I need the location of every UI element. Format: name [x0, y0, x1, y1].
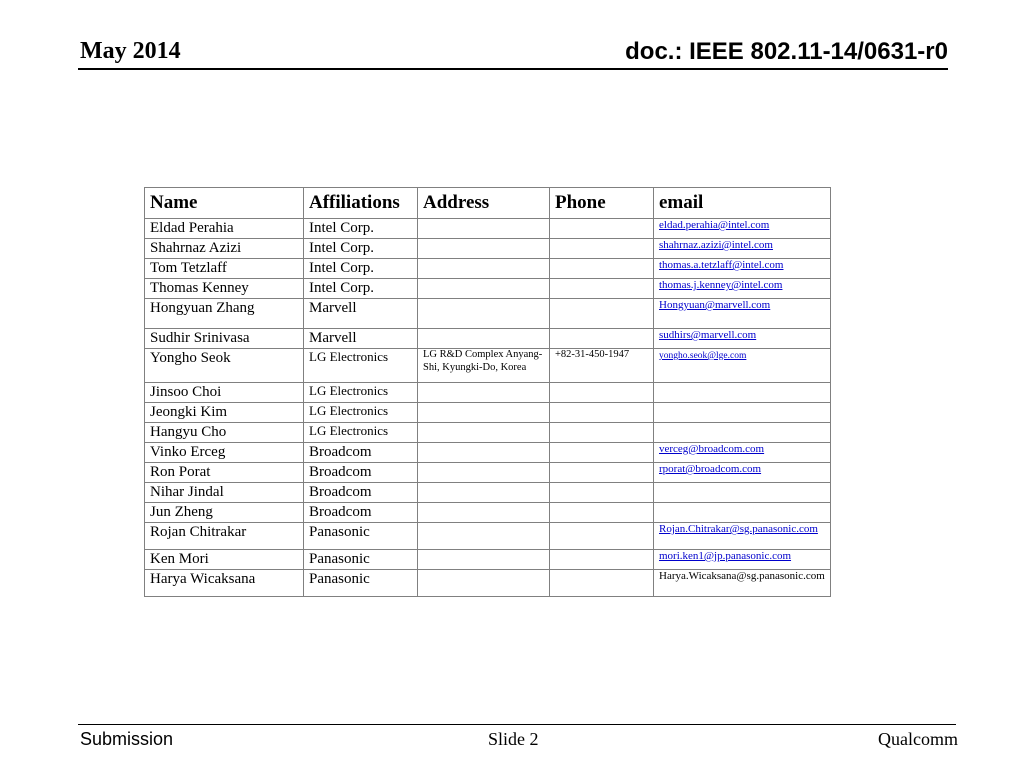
cell-affiliation: Broadcom — [304, 463, 418, 483]
cell-address — [418, 463, 550, 483]
cell-address — [418, 523, 550, 550]
cell-address — [418, 483, 550, 503]
cell-phone — [550, 259, 654, 279]
email-link[interactable]: yongho.seok@lge.com — [659, 351, 747, 361]
table-row — [145, 423, 831, 443]
cell-affiliation: Intel Corp. — [304, 259, 418, 279]
cell-affiliation: Intel Corp. — [304, 239, 418, 259]
cell-affiliation: LG Electronics — [304, 423, 418, 443]
table-row — [145, 239, 831, 259]
table-row — [145, 463, 831, 483]
cell-name: Nihar Jindal — [145, 483, 304, 503]
footer-slide-number: Slide 2 — [488, 729, 539, 749]
cell-address — [418, 329, 550, 349]
cell-email — [654, 483, 831, 503]
cell-affiliation: Marvell — [304, 299, 418, 329]
cell-phone: +82-31-450-1947 — [550, 349, 654, 383]
email-link[interactable]: thomas.a.tetzlaff@intel.com — [659, 259, 784, 271]
cell-name: Ken Mori — [145, 550, 304, 570]
cell-email — [654, 329, 831, 349]
cell-affiliation: LG Electronics — [304, 403, 418, 423]
cell-affiliation: Broadcom — [304, 443, 418, 463]
cell-email — [654, 443, 831, 463]
cell-address — [418, 239, 550, 259]
cell-affiliation: Intel Corp. — [304, 279, 418, 299]
cell-phone — [550, 463, 654, 483]
cell-name: Shahrnaz Azizi — [145, 239, 304, 259]
header-divider — [78, 68, 948, 70]
cell-email — [654, 349, 831, 383]
table-row — [145, 550, 831, 570]
cell-name: Yongho Seok — [145, 349, 304, 383]
cell-phone — [550, 443, 654, 463]
cell-email — [654, 279, 831, 299]
cell-phone — [550, 279, 654, 299]
cell-phone — [550, 550, 654, 570]
cell-name: Ron Porat — [145, 463, 304, 483]
column-header-affiliations: Affiliations — [304, 188, 418, 219]
table-row — [145, 259, 831, 279]
cell-name: Jinsoo Choi — [145, 383, 304, 403]
cell-affiliation: Broadcom — [304, 483, 418, 503]
cell-email — [654, 299, 831, 329]
email-link[interactable]: verceg@broadcom.com — [659, 443, 765, 455]
column-header-email: email — [654, 188, 831, 219]
cell-phone — [550, 423, 654, 443]
cell-address — [418, 383, 550, 403]
cell-email — [654, 219, 831, 239]
email-text: Harya.Wicaksana@sg.panasonic.com — [659, 570, 825, 582]
footer-divider — [78, 724, 956, 725]
cell-name: Jun Zheng — [145, 503, 304, 523]
cell-address — [418, 259, 550, 279]
table-row — [145, 349, 831, 383]
table-row — [145, 329, 831, 349]
table-row — [145, 403, 831, 423]
cell-address — [418, 423, 550, 443]
cell-email — [654, 550, 831, 570]
table-row — [145, 523, 831, 550]
column-header-phone: Phone — [550, 188, 654, 219]
cell-address — [418, 570, 550, 597]
cell-name: Jeongki Kim — [145, 403, 304, 423]
table-row — [145, 279, 831, 299]
cell-email — [654, 523, 831, 550]
cell-affiliation: LG Electronics — [304, 383, 418, 403]
cell-email — [654, 403, 831, 423]
cell-email — [654, 463, 831, 483]
cell-phone — [550, 523, 654, 550]
cell-name: Eldad Perahia — [145, 219, 304, 239]
cell-phone — [550, 503, 654, 523]
email-link[interactable]: mori.ken1@jp.panasonic.com — [659, 550, 792, 562]
header-date: May 2014 — [80, 38, 181, 64]
email-link[interactable]: eldad.perahia@intel.com — [659, 219, 770, 231]
email-link[interactable]: rporat@broadcom.com — [659, 463, 762, 475]
header-doc-id: doc.: IEEE 802.11-14/0631-r0 — [625, 38, 948, 65]
cell-phone — [550, 403, 654, 423]
cell-affiliation: Broadcom — [304, 503, 418, 523]
table-row — [145, 570, 831, 597]
authors-table — [144, 187, 831, 597]
cell-address: LG R&D Complex Anyang-Shi, Kyungki-Do, Korea — [418, 349, 550, 383]
cell-phone — [550, 299, 654, 329]
cell-address — [418, 219, 550, 239]
cell-name: Tom Tetzlaff — [145, 259, 304, 279]
footer-organization: Qualcomm — [878, 729, 958, 749]
cell-phone — [550, 383, 654, 403]
cell-address — [418, 279, 550, 299]
cell-name: Vinko Erceg — [145, 443, 304, 463]
table-row — [145, 299, 831, 329]
column-header-name: Name — [145, 188, 304, 219]
column-header-address: Address — [418, 188, 550, 219]
email-link[interactable]: shahrnaz.azizi@intel.com — [659, 239, 773, 251]
cell-address — [418, 299, 550, 329]
cell-email — [654, 570, 831, 597]
cell-phone — [550, 483, 654, 503]
cell-email — [654, 383, 831, 403]
cell-email — [654, 259, 831, 279]
cell-address — [418, 550, 550, 570]
cell-address — [418, 403, 550, 423]
cell-email — [654, 239, 831, 259]
cell-affiliation: Marvell — [304, 329, 418, 349]
cell-name: Rojan Chitrakar — [145, 523, 304, 550]
cell-phone — [550, 239, 654, 259]
cell-email — [654, 503, 831, 523]
footer-submission: Submission — [80, 729, 174, 749]
cell-name: Hongyuan Zhang — [145, 299, 304, 329]
email-link[interactable]: sudhirs@marvell.com — [659, 329, 757, 341]
table-row — [145, 503, 831, 523]
cell-phone — [550, 570, 654, 597]
table-row — [145, 443, 831, 463]
cell-name: Hangyu Cho — [145, 423, 304, 443]
cell-name: Thomas Kenney — [145, 279, 304, 299]
cell-affiliation: LG Electronics — [304, 349, 418, 383]
cell-phone — [550, 219, 654, 239]
email-link[interactable]: thomas.j.kenney@intel.com — [659, 279, 783, 291]
cell-affiliation: Panasonic — [304, 550, 418, 570]
cell-affiliation: Panasonic — [304, 523, 418, 550]
cell-affiliation: Panasonic — [304, 570, 418, 597]
email-link[interactable]: Hongyuan@marvell.com — [659, 299, 771, 311]
table-row — [145, 383, 831, 403]
cell-phone — [550, 329, 654, 349]
table-row — [145, 219, 831, 239]
table-header-row — [145, 188, 831, 219]
cell-email — [654, 423, 831, 443]
cell-address — [418, 503, 550, 523]
cell-address — [418, 443, 550, 463]
cell-affiliation: Intel Corp. — [304, 219, 418, 239]
authors-table-body — [145, 219, 831, 597]
cell-name: Harya Wicaksana — [145, 570, 304, 597]
cell-name: Sudhir Srinivasa — [145, 329, 304, 349]
email-link[interactable]: Rojan.Chitrakar@sg.panasonic.com — [659, 523, 818, 535]
table-row — [145, 483, 831, 503]
